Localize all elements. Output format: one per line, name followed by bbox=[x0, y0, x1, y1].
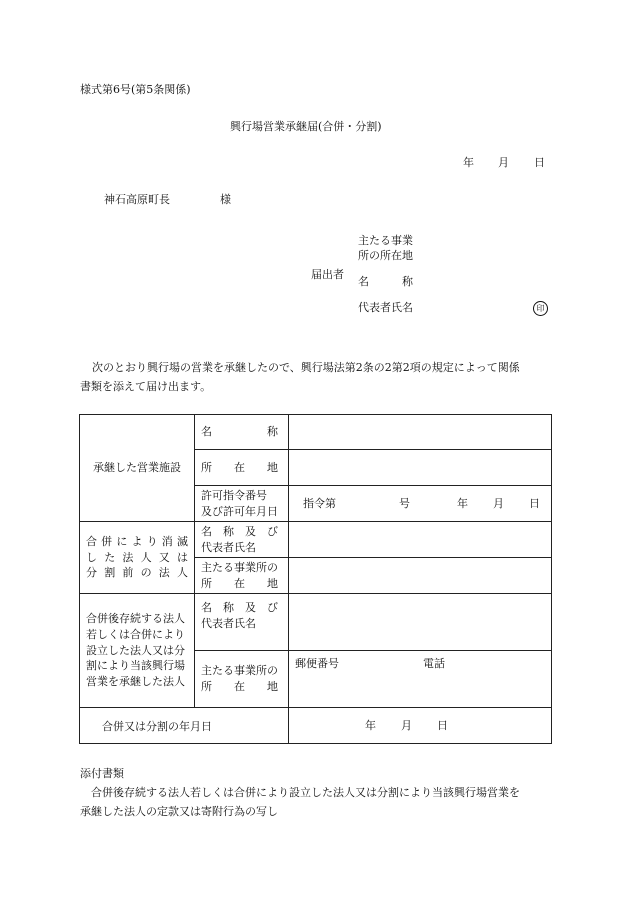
attachments-heading: 添付書類 bbox=[80, 767, 124, 780]
facility-name-label: 名 称 bbox=[201, 425, 278, 439]
successor-office-line-1: 主たる事業所の bbox=[201, 664, 278, 678]
facility-group-cell bbox=[80, 415, 195, 522]
permit-day-label: 日 bbox=[529, 496, 540, 510]
notifier-address-label-2: 所の所在地 bbox=[358, 249, 413, 262]
table-row bbox=[80, 594, 552, 651]
dissolved-name-rep-line-1: 名 称 及 び bbox=[201, 524, 278, 538]
permit-number-label: 号 bbox=[399, 496, 410, 510]
dissolved-group-cell bbox=[80, 522, 195, 594]
table-row bbox=[80, 415, 552, 450]
table-row bbox=[80, 522, 552, 558]
dissolved-name-rep-line-2: 代表者氏名 bbox=[201, 540, 256, 554]
notifier-name-label: 名 称 bbox=[358, 275, 413, 288]
permit-year-label: 年 bbox=[457, 496, 468, 510]
dissolved-office-value[interactable] bbox=[289, 558, 552, 594]
successor-group-line-2: 若しくは合併により bbox=[86, 627, 185, 641]
facility-group-label: 承継した営業施設 bbox=[93, 461, 181, 475]
postal-code-label: 郵便番号 bbox=[295, 657, 339, 670]
successor-group-line-5: 営業を承継した法人 bbox=[86, 675, 185, 689]
addressee-name: 神石高原町長 bbox=[104, 193, 170, 206]
successor-office-line-2: 所 在 地 bbox=[201, 680, 278, 693]
page-title: 興行場営業承継届(合併・分割) bbox=[230, 120, 382, 133]
dissolved-group-line-2: し た 法 人 又 は bbox=[86, 550, 188, 564]
notification-table bbox=[79, 414, 552, 744]
seal-mark bbox=[533, 301, 548, 316]
notifier-rep-label: 代表者氏名 bbox=[358, 301, 413, 314]
attachments-line-2: 承継した法人の定款又は寄附行為の写し bbox=[80, 805, 278, 818]
attachments-line-1: 合併後存続する法人若しくは合併により設立した法人又は分割により当該興行場営業を bbox=[91, 786, 520, 799]
merger-year-label: 年 bbox=[365, 718, 376, 732]
merger-day-label: 日 bbox=[437, 718, 448, 732]
dissolved-office-line-1: 主たる事業所の bbox=[201, 560, 278, 574]
successor-office-value[interactable] bbox=[289, 651, 552, 708]
date-day-label: 日 bbox=[534, 156, 545, 169]
dissolved-name-value[interactable] bbox=[289, 522, 552, 558]
phone-label: 電話 bbox=[423, 657, 445, 670]
successor-group-line-4: 割により当該興行場 bbox=[86, 659, 185, 673]
facility-location-label: 所 在 地 bbox=[201, 460, 278, 474]
merger-date-label: 合併又は分割の年月日 bbox=[102, 719, 212, 733]
successor-name-rep-line-2: 代表者氏名 bbox=[201, 616, 256, 630]
body-text-line-1: 次のとおり興行場の営業を承継したので、興行場法第2条の2第2項の規定によって関係 bbox=[92, 361, 520, 374]
table-row bbox=[80, 708, 552, 744]
successor-group-line-1: 合併後存続する法人 bbox=[86, 611, 185, 625]
body-text-line-2: 書類を添えて届け出ます。 bbox=[80, 380, 212, 393]
seal-mark-text: 印 bbox=[533, 301, 548, 316]
merger-date-value-cell[interactable] bbox=[289, 708, 552, 744]
facility-name-value[interactable] bbox=[289, 415, 552, 450]
successor-group-cell bbox=[80, 594, 195, 708]
permit-value-cell[interactable] bbox=[289, 486, 552, 522]
notifier-address-label-1: 主たる事業 bbox=[358, 234, 413, 247]
permit-label-line-2: 及び許可年月日 bbox=[201, 504, 278, 518]
dissolved-office-line-2: 所 在 地 bbox=[201, 576, 278, 590]
notifier-label: 届出者 bbox=[311, 268, 344, 281]
permit-month-label: 月 bbox=[493, 496, 504, 510]
successor-name-rep-line-1: 名 称 及 び bbox=[201, 601, 278, 614]
addressee-honorific: 様 bbox=[220, 193, 231, 206]
permit-label-line-1: 許可指令番号 bbox=[201, 488, 267, 502]
permit-prefix: 指令第 bbox=[303, 496, 336, 510]
form-number: 様式第6号(第5条関係) bbox=[80, 83, 191, 96]
facility-location-value[interactable] bbox=[289, 450, 552, 486]
dissolved-group-line-1: 合 併 に よ り 消 滅 bbox=[86, 534, 188, 548]
date-year-label: 年 bbox=[463, 156, 474, 169]
successor-group-line-3: 設立した法人又は分 bbox=[86, 643, 185, 657]
merger-month-label: 月 bbox=[401, 718, 412, 732]
dissolved-group-line-3: 分 割 前 の 法 人 bbox=[86, 566, 188, 580]
successor-name-value[interactable] bbox=[289, 594, 552, 651]
date-month-label: 月 bbox=[498, 156, 509, 169]
